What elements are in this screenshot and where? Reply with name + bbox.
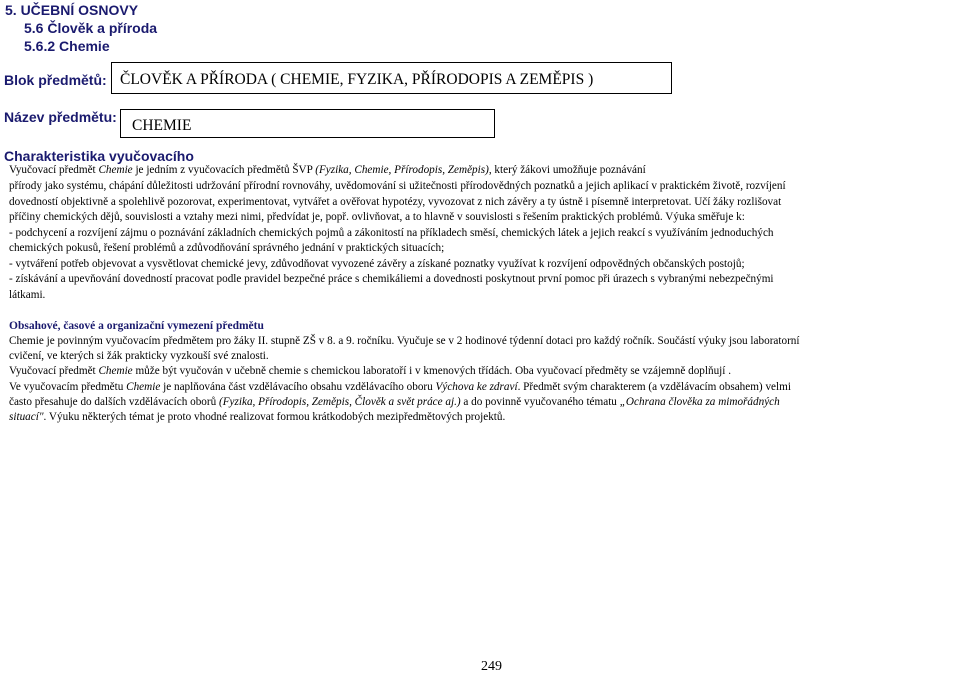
heading-clovek-priroda: 5.6 Člověk a příroda — [24, 20, 158, 36]
char-line: - získávání a upevňování dovedností pracovat podle pravidel bezpečné práce s chemikáliemi a dovednosti poskytnout první pomoc při úrazech s vybranými nebezpečnými — [9, 273, 774, 285]
blok-value: ČLOVĚK A PŘÍRODA ( CHEMIE, FYZIKA, PŘÍRODOPIS A ZEMĚPIS ) — [120, 71, 594, 88]
obs-line: Ve vyučovacím předmětu Chemie je naplňována část vzdělávacího obsahu vzdělávacího oboru Výchova ke zdraví. Předmět svým charakterem (a vzdělávacím obsahem) velmi — [9, 381, 791, 393]
blok-value-box — [111, 62, 672, 94]
char-line: Vyučovací předmět Chemie je jedním z vyučovacích předmětů ŠVP (Fyzika, Chemie, Přírodopis, Zeměpis), který žákovi umožňuje poznávání — [9, 164, 646, 176]
char-line: přírody jako systému, chápání důležitosti udržování přírodní rovnováhy, uvědomování si užitečnosti přírodovědných poznatků a jejich aplikací v praktickém životě, rozvíjení — [9, 180, 786, 192]
heading-chemie: 5.6.2 Chemie — [24, 38, 110, 54]
blok-label: Blok předmětů: — [4, 72, 107, 88]
char-line: chemických pokusů, řešení problémů a zdůvodňování správného jednání v praktických situacích; — [9, 242, 445, 254]
obs-line: často přesahuje do dalších vzdělávacích oborů (Fyzika, Přírodopis, Zeměpis, Člověk a svět práce aj.) a do povinně vyučovaného tématu „Ochrana člověka za mimořádných — [9, 396, 780, 408]
nazev-label: Název předmětu: — [4, 109, 117, 125]
obs-line: Vyučovací předmět Chemie může být vyučován v učebně chemie s chemickou laboratoří i v kmenových třídách. Oba vyučovací předměty se vzájemně doplňují . — [9, 365, 731, 377]
char-line: - vytváření potřeb objevovat a vysvětlovat chemické jevy, zdůvodňovat vyvozené závěry a získané poznatky využívat k rozvíjení odpovědných občanských postojů; — [9, 258, 745, 270]
heading-osnovy: 5. UČEBNÍ OSNOVY — [5, 2, 139, 18]
obsahove-title: Obsahové, časové a organizační vymezení předmětu — [9, 320, 264, 332]
nazev-value-box — [120, 109, 495, 138]
nazev-value: CHEMIE — [132, 117, 192, 134]
obs-line: situací". Výuku některých témat je proto vhodné realizovat formou krátkodobých mezipředmětových projektů. — [9, 411, 506, 423]
char-line: příčiny chemických dějů, souvislosti a vztahy mezi nimi, předvídat je, popř. ovlivňovat, a to hlavně v souvislosti s řešením praktických problémů. Výuka směřuje k: — [9, 211, 745, 223]
charakteristika-title: Charakteristika vyučovacího — [4, 148, 194, 164]
obs-line: cvičení, ve kterých si žák prakticky vyzkouší své znalosti. — [9, 350, 269, 362]
obs-line: Chemie je povinným vyučovacím předmětem pro žáky II. stupně ZŠ v 8. a 9. ročníku. Vyučuje se v 2 hodinové týdenní dotaci pro každý ročník. Součástí výuky jsou laboratorní — [9, 335, 800, 347]
char-line: látkami. — [9, 289, 46, 301]
char-line: - podchycení a rozvíjení zájmu o poznávání základních chemických pojmů a zákonitostí na příkladech směsí, chemických látek a jejich reakcí s využíváním jednoduchých — [9, 227, 774, 239]
char-line: dovedností objektivně a spolehlivě pozorovat, experimentovat, vytvářet a ověřovat hypotézy, vyvozovat z nich závěry a ty ústně i písemně interpretovat. Učí žáky rozlišovat — [9, 196, 782, 208]
page-number: 249 — [481, 659, 502, 674]
